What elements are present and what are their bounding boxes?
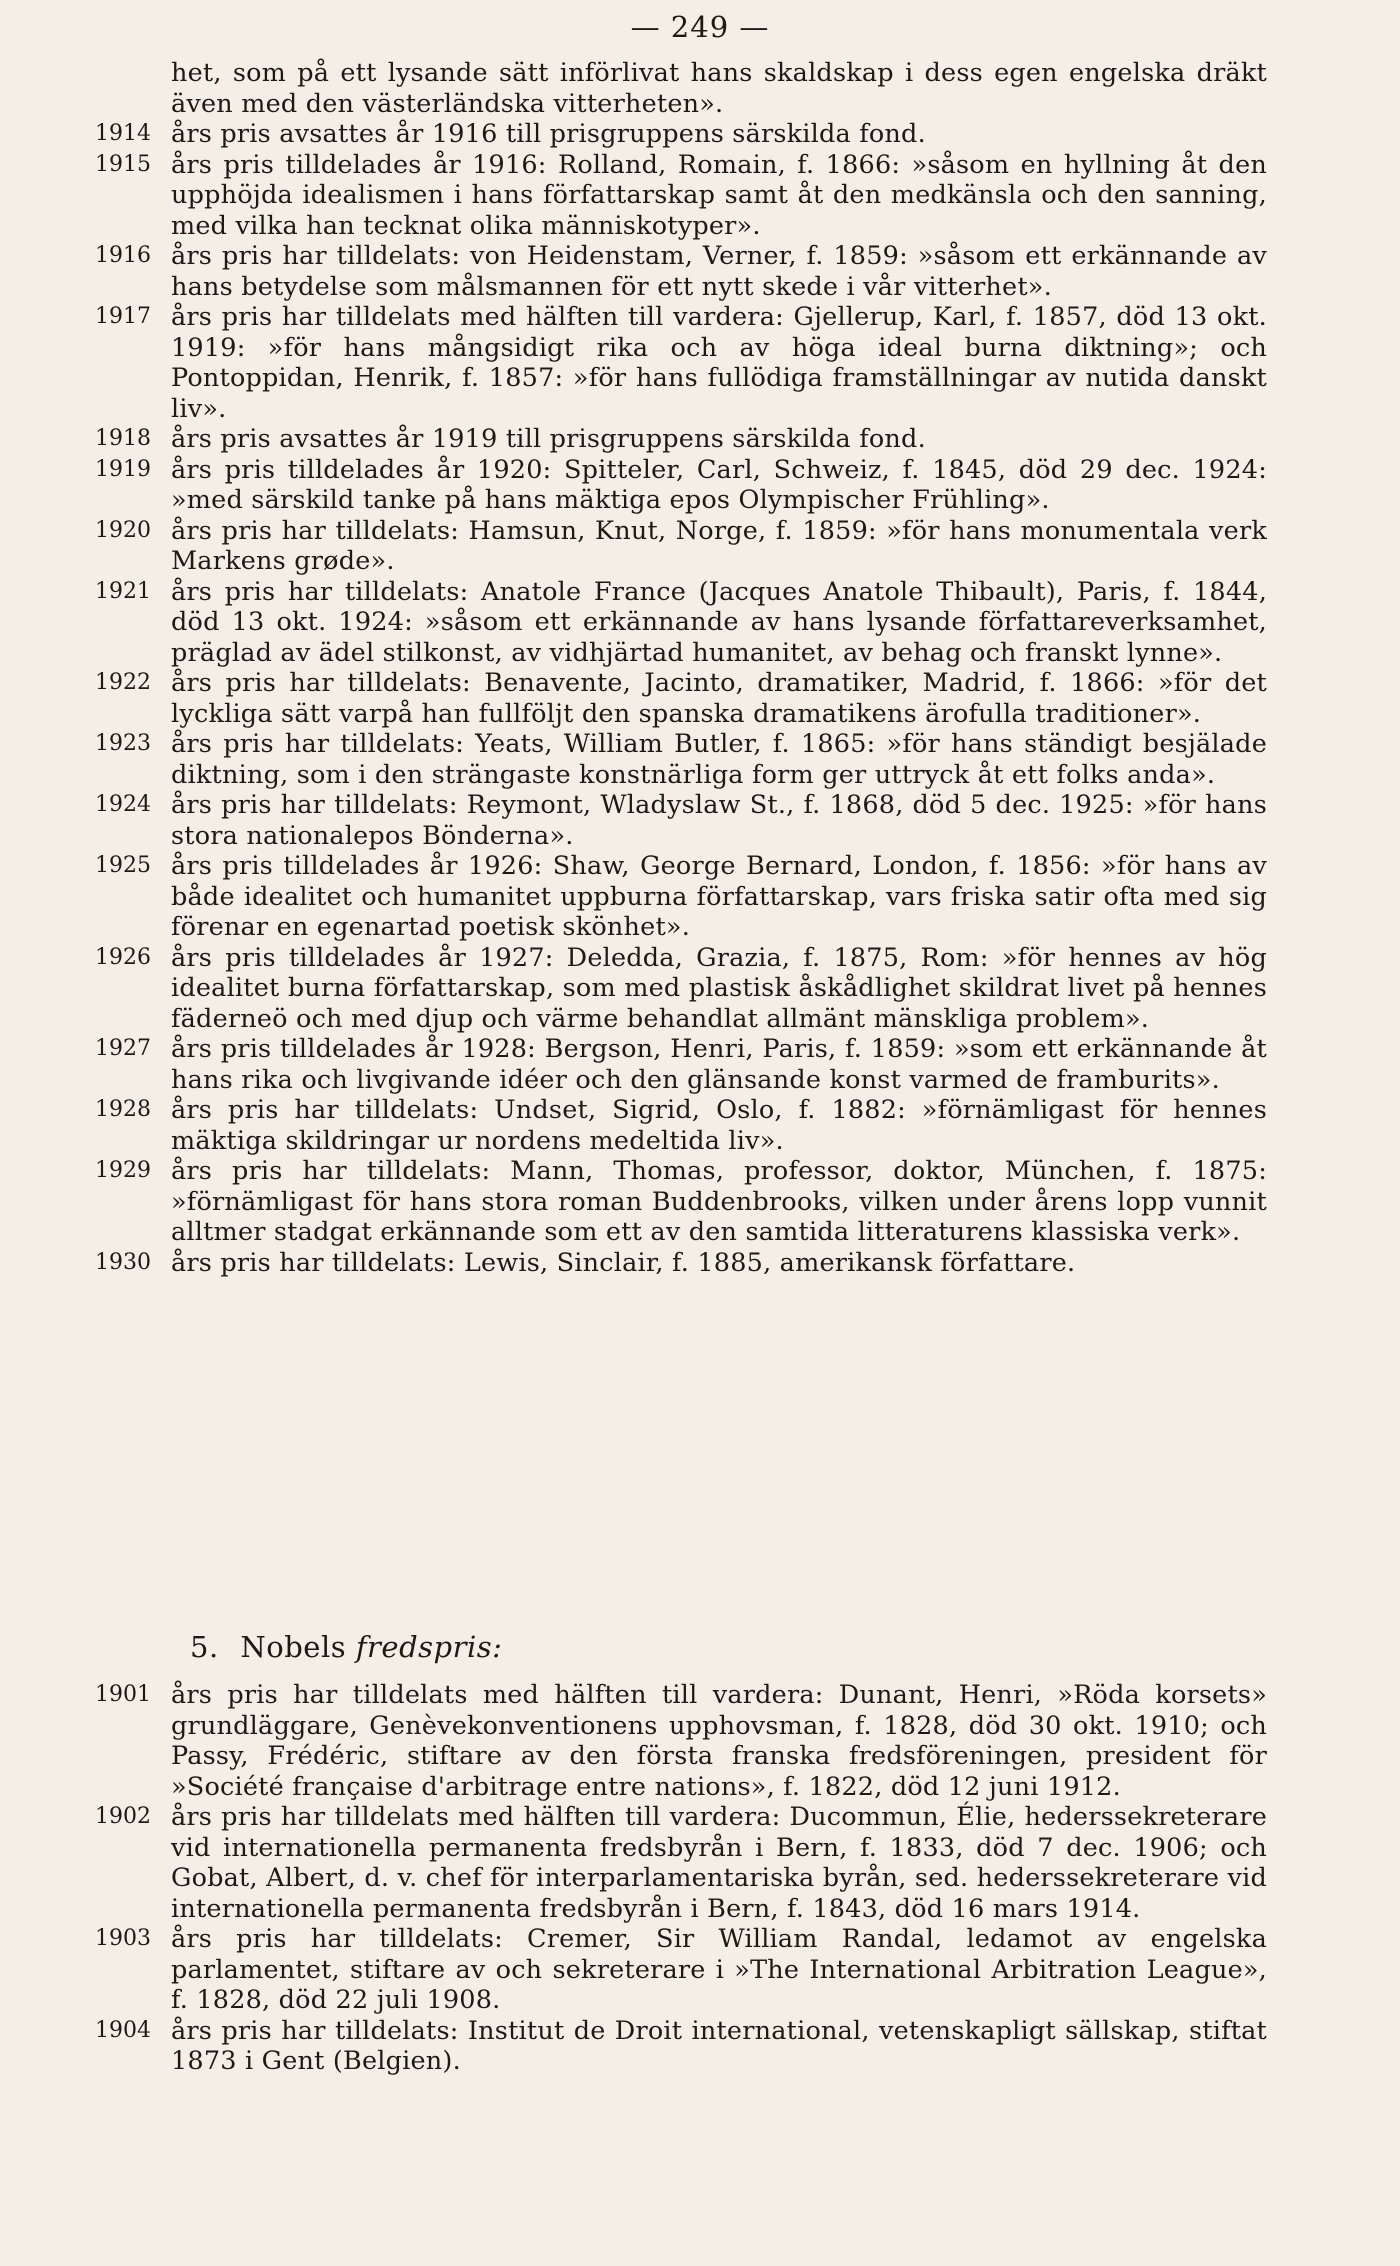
prize-entry: [95, 424, 1267, 455]
prize-entry: [95, 1802, 1267, 1924]
entry-year: 1927: [95, 1036, 151, 1061]
entry-text: års pris har tilldelats: Institut de Droit international, vetenskapligt sällskap, stiftat 1873 i Gent (Belgien).: [171, 2015, 1267, 2076]
entry-year: 1930: [95, 1249, 151, 1275]
page-number: — 249 —: [630, 10, 770, 44]
entry-text: års pris tilldelades år 1916: Rolland, Romain, f. 1866: »såsom en hyllning åt den upphöjda idealismen i hans författarskap samt åt den medkänsla och den sanning, med vilka han tecknat olika människotyper».: [171, 149, 1267, 241]
entry-year: 1915: [95, 151, 151, 177]
entry-year: 1922: [95, 670, 151, 695]
prize-entry: [95, 790, 1267, 851]
entry-text: års pris har tilldelats: von Heidenstam, Verner, f. 1859: »såsom ett erkännande av hans betydelse som målsmannen för ett nytt skede i vår vitterhet».: [171, 241, 1267, 302]
entry-year: 1926: [95, 944, 151, 970]
entry-year: 1928: [95, 1097, 151, 1122]
prize-entry: [95, 1680, 1267, 1802]
prize-entry: [95, 1034, 1267, 1095]
entry-year: 1929: [95, 1158, 151, 1183]
entry-text: års pris har tilldelats: Cremer, Sir William Randal, ledamot av engelska parlamentet, stiftare av och sekreterare i »The International Arbitration League», f. 1828, död 22 juli 1908.: [171, 1924, 1267, 2015]
entry-text: års pris avsattes år 1919 till prisgruppens särskilda fond.: [171, 424, 926, 454]
section-number: 5.: [190, 1630, 219, 1664]
entry-text: års pris tilldelades år 1927: Deledda, Grazia, f. 1875, Rom: »för hennes av hög idealitet burna författarskap, som med plastisk åskådlighet skildrat livet på hennes fäderneö och med djup och värme behandlat allmänt mänskliga problem».: [171, 942, 1267, 1034]
entry-text: års pris avsattes år 1916 till prisgruppens särskilda fond.: [171, 119, 926, 149]
entry-year: 1918: [95, 426, 151, 451]
prize-entry: [95, 1924, 1267, 2016]
entry-text: års pris har tilldelats: Reymont, Wladyslaw St., f. 1868, död 5 dec. 1925: »för hans stora nationalepos Bönderna».: [171, 790, 1267, 851]
entry-text: års pris har tilldelats: Undset, Sigrid, Oslo, f. 1882: »förnämligast för hennes mäktiga skildringar ur nordens medeltida liv».: [171, 1095, 1267, 1156]
entry-text: het, som på ett lysande sätt införlivat hans skaldskap i dess egen engelska dräkt även med den västerländska vitterheten».: [171, 58, 1267, 119]
entry-year: 1919: [95, 456, 151, 482]
entry-text: års pris har tilldelats med hälften till vardera: Dunant, Henri, »Röda korsets» grundläggare, Genèvekonventionens upphovsman, f. 1828, död 30 okt. 1910; och Passy, Frédéric, stiftare av den första franska fredsföreningen, president för »Société française d'arbitrage entre nations», f. 1822, död 12 juni 1912.: [171, 1680, 1267, 1802]
section-title-italic: fredspris:: [355, 1630, 503, 1664]
entry-year: 1902: [95, 1804, 151, 1829]
prize-entry: [95, 516, 1267, 577]
entry-year: 1923: [95, 731, 151, 756]
entry-text: års pris har tilldelats: Yeats, William Butler, f. 1865: »för hans ständigt besjälade diktning, som i den strängaste konstnärliga form ger uttryck åt ett folks anda».: [171, 729, 1267, 790]
section-title-prefix: Nobels: [240, 1630, 347, 1664]
entry-text: års pris har tilldelats: Benavente, Jacinto, dramatiker, Madrid, f. 1866: »för det lyckliga sätt varpå han fullföljt den spanska dramatikens ärofulla traditioner».: [171, 668, 1267, 729]
section-heading: [190, 1630, 502, 1664]
entry-year: 1904: [95, 2017, 151, 2043]
entry-text: års pris har tilldelats: Lewis, Sinclair, f. 1885, amerikansk författare.: [171, 1247, 1076, 1278]
entry-text: års pris har tilldelats: Anatole France (Jacques Anatole Thibault), Paris, f. 1844, död 13 okt. 1924: »såsom ett erkännande av hans lysande författareverksamhet, präglad av ädel stilkonst, av vidhjärtad humanitet, av behag och franskt lynne».: [171, 576, 1267, 668]
prize-entry: [95, 150, 1267, 242]
entry-year: 1921: [95, 578, 151, 604]
prize-entry: [95, 729, 1267, 790]
entry-year: 1924: [95, 792, 151, 817]
peace-prize-list: [95, 1680, 1267, 2077]
prize-entry: [95, 668, 1267, 729]
prize-entry: [95, 455, 1267, 516]
entry-year: 1903: [95, 1926, 151, 1951]
entry-text: års pris har tilldelats: Hamsun, Knut, Norge, f. 1859: »för hans monumentala verk Markens grøde».: [171, 515, 1267, 576]
prize-entry: [95, 851, 1267, 943]
entry-text: års pris tilldelades år 1926: Shaw, George Bernard, London, f. 1856: »för hans av både idealitet och humanitet uppburna författarskap, vars friska satir ofta med sig förenar en egenartad poetisk skönhet».: [171, 851, 1267, 942]
entry-year: 1917: [95, 304, 151, 329]
entry-year: 1914: [95, 121, 151, 146]
entry-year: 1916: [95, 243, 151, 268]
literature-prize-list: [95, 58, 1267, 1278]
entry-year: 1925: [95, 853, 151, 878]
entry-text: års pris tilldelades år 1928: Bergson, Henri, Paris, f. 1859: »som ett erkännande åt hans rika och livgivande idéer och den glänsande konst varmed de framburits».: [171, 1034, 1267, 1095]
prize-entry: [95, 241, 1267, 302]
prize-entry: [95, 943, 1267, 1035]
prize-entry: [95, 577, 1267, 669]
entry-text: års pris har tilldelats med hälften till vardera: Ducommun, Élie, hederssekreterare vid internationella permanenta fredsbyrån i Bern, f. 1833, död 7 dec. 1906; och Gobat, Albert, d. v. chef för interparlamentariska byrån, sed. hederssekreterare vid internationella permanenta fredsbyrån i Bern, f. 1843, död 16 mars 1914.: [171, 1802, 1267, 1924]
prize-entry: [95, 2016, 1267, 2077]
prize-entry: [95, 119, 1267, 150]
prize-entry: [95, 1095, 1267, 1156]
entry-text: års pris har tilldelats med hälften till vardera: Gjellerup, Karl, f. 1857, död 13 okt. 1919: »för hans mångsidigt rika och av höga ideal burna diktning»; och Pontoppidan, Henrik, f. 1857: »för hans fullödiga framställningar av nutida danskt liv».: [171, 302, 1267, 424]
prize-entry: [95, 1156, 1267, 1248]
prize-entry: [95, 1248, 1267, 1279]
entry-text: års pris har tilldelats: Mann, Thomas, professor, doktor, München, f. 1875: »förnämligast för hans stora roman Buddenbrooks, vilken under årens lopp vunnit alltmer stadgat erkännande som ett av den samtida litteraturens klassiska verk».: [171, 1156, 1267, 1247]
entry-year: 1901: [95, 1682, 151, 1707]
entry-text: års pris tilldelades år 1920: Spitteler, Carl, Schweiz, f. 1845, död 29 dec. 1924: »med särskild tanke på hans mäktiga epos Olympischer Frühling».: [171, 454, 1267, 515]
entry-year: 1920: [95, 517, 151, 543]
prize-entry: [95, 302, 1267, 424]
prize-entry: [95, 58, 1267, 119]
